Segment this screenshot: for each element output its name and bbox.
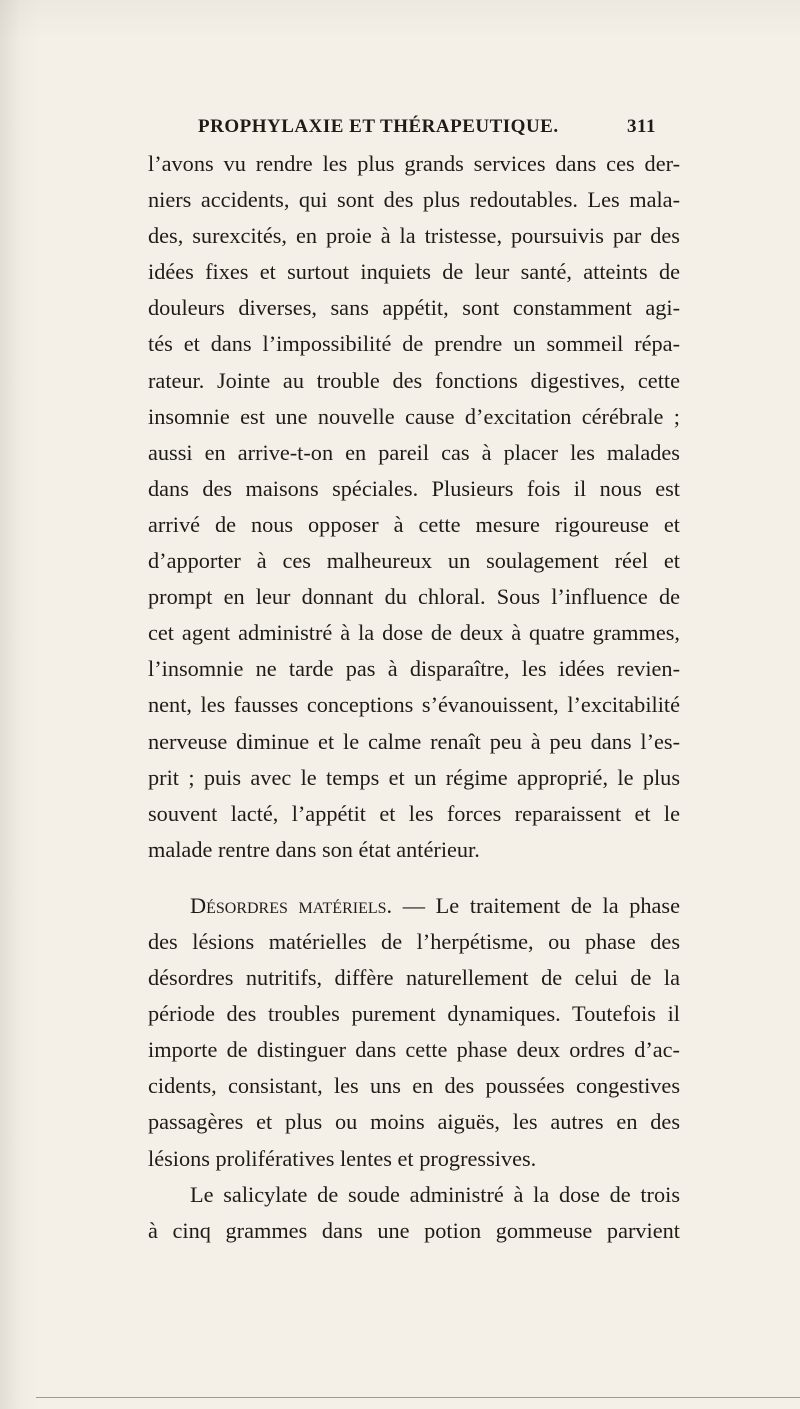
text-line: cet agent administré à la dose de deux à quatre grammes, — [148, 620, 680, 646]
text-line: l’avons vu rendre les plus grands services dans ces der- — [148, 151, 680, 176]
body-text — [148, 146, 680, 1249]
text-line: aussi en arrive-t-on en pareil cas à placer les malades — [148, 439, 680, 465]
text-line: Le salicylate de soude administré à la dose de trois — [190, 1181, 680, 1207]
text-line: l’insomnie ne tarde pas à disparaître, les idées revien- — [148, 656, 680, 682]
paragraph-salicylate — [148, 1177, 680, 1249]
text-line: d’apporter à ces malheureux un soulagement réel et — [148, 548, 680, 574]
text-line: insomnie est une nouvelle cause d’excitation cérébrale ; — [148, 403, 680, 429]
text-line: malade rentre dans son état antérieur. — [148, 836, 480, 862]
text-line: rateur. Jointe au trouble des fonctions digestives, cette — [148, 367, 680, 393]
text-line: des, surexcités, en proie à la tristesse, poursuivis par des — [148, 223, 680, 249]
text-line: prompt en leur donnant du chloral. Sous l’influence de — [148, 584, 680, 610]
text-line: importe de distinguer dans cette phase deux ordres d’ac- — [148, 1037, 680, 1063]
text-line: souvent lacté, l’appétit et les forces reparaissent et le — [148, 800, 680, 826]
paragraph-gap — [148, 868, 680, 888]
text-line: à cinq grammes dans une potion gommeuse parvient — [148, 1217, 680, 1243]
text-line: cidents, consistant, les uns en des poussées congestives — [148, 1073, 680, 1099]
section-first-line — [148, 888, 680, 924]
text-line: lésions prolifératives lentes et progressives. — [148, 1145, 537, 1171]
section-heading-rest: — Le traitement de la phase — [392, 892, 680, 918]
text-line: idées fixes et surtout inquiets de leur santé, atteints de — [148, 259, 680, 285]
text-line: dans des maisons spéciales. Plusieurs fois il nous est — [148, 475, 680, 501]
text-line: prit ; puis avec le temps et un régime approprié, le plus — [148, 764, 680, 790]
section-heading: Désordres matériels. — [190, 892, 393, 918]
text-line: tés et dans l’impossibilité de prendre un sommeil répa- — [148, 331, 680, 357]
paragraph-material-disorders — [148, 888, 680, 1177]
text-line: période des troubles purement dynamiques. Toutefois il — [148, 1001, 680, 1027]
text-line: passagères et plus ou moins aiguës, les autres en des — [148, 1109, 680, 1135]
text-line: arrivé de nous opposer à cette mesure rigoureuse et — [148, 511, 680, 537]
text-line: nent, les fausses conceptions s’évanouissent, l’excitabilité — [148, 692, 680, 718]
text-line: nerveuse diminue et le calme renaît peu à peu dans l’es- — [148, 728, 680, 754]
text-line: niers accidents, qui sont des plus redoutables. Les mala- — [148, 187, 680, 213]
text-line: des lésions matérielles de l’herpétisme, ou phase des — [148, 928, 680, 954]
running-title: PROPHYLAXIE ET THÉRAPEUTIQUE. — [198, 116, 559, 137]
text-line: désordres nutritifs, diffère naturellement de celui de la — [148, 965, 680, 991]
page-number: 311 — [627, 116, 656, 137]
page-header — [198, 116, 656, 138]
paragraph-chloral — [148, 146, 680, 868]
text-line: douleurs diverses, sans appétit, sont constamment agi- — [148, 295, 680, 321]
page-bottom-edge — [36, 1397, 800, 1398]
